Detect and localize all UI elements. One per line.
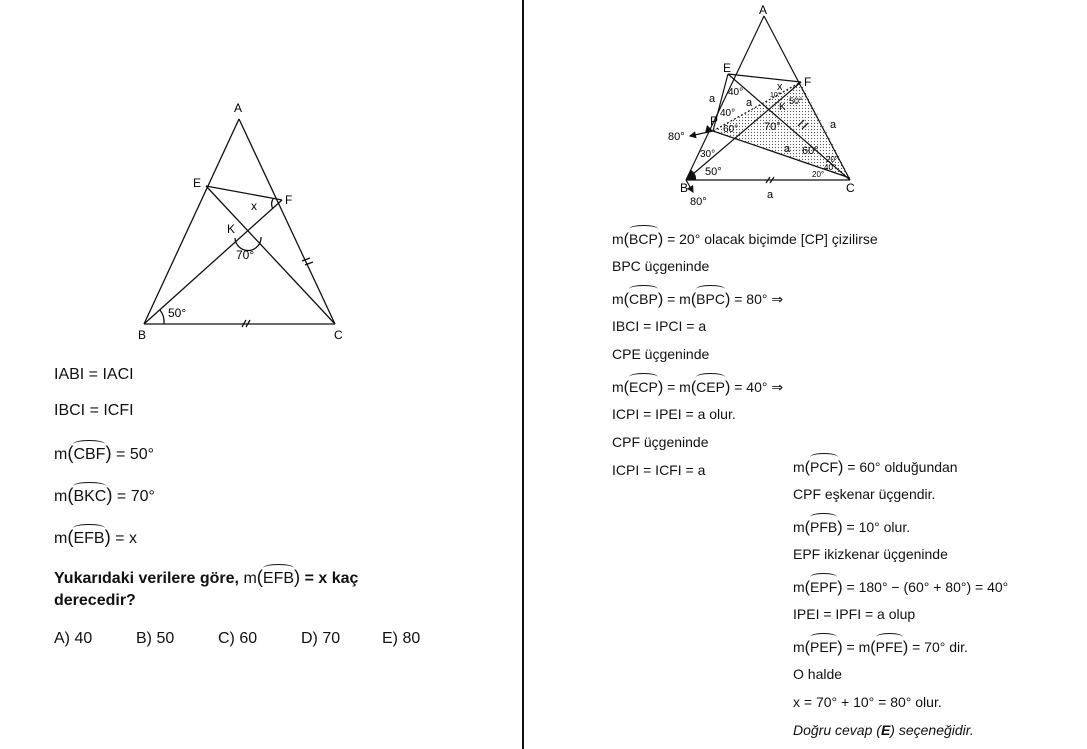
r-angle-20-c2: 20° (812, 170, 825, 179)
measure-prefix: m (793, 579, 805, 595)
given-line-3: m(CBF) = 50° (54, 442, 155, 463)
angle-symbol: ECP (629, 376, 658, 395)
angle-symbol: PEF (810, 636, 837, 655)
r-angle-70-k: 70° (764, 121, 781, 133)
solution-line-15: IPEI = IPFI = a olup (793, 606, 916, 622)
given-line-2: IBCI = ICFI (54, 402, 134, 419)
option-b[interactable]: B) 50 (136, 630, 175, 647)
r-angle-10-f: 10° (770, 92, 781, 99)
solution-line-1: m(BCP) = 20° olacak biçimde [CP] çizilirse (612, 230, 878, 248)
angle-x-label: x (251, 199, 257, 213)
angle-symbol: CBF (73, 443, 105, 464)
measure-prefix: m (793, 519, 805, 535)
measure-prefix: m (793, 639, 805, 655)
given-line-5: m(EFB) = x (54, 526, 137, 547)
angle-symbol: EFB (73, 527, 104, 548)
r-side-a-4: a (784, 143, 791, 155)
option-e[interactable]: E) 80 (382, 630, 421, 647)
solution-line-18: x = 70° + 10° = 80° olur. (793, 694, 942, 710)
r-arrow-80-p: 80° (668, 131, 685, 143)
question-line-2: derecedir? (54, 592, 136, 609)
r-angle-30-b: 30° (700, 149, 716, 160)
angle-symbol-2: CEP (696, 376, 725, 395)
r-side-a-3: a (830, 119, 837, 131)
solution-line-5: CPE üçgeninde (612, 346, 710, 362)
given-line-4: m(BKC) = 70° (54, 484, 155, 505)
solution-text-2: = 40° ⇒ (730, 379, 784, 395)
right-solution-figure (660, 2, 860, 207)
solution-text: = 60° olduğundan (843, 459, 958, 475)
measure-prefix: m (612, 291, 624, 307)
r-vertex-p: P (710, 114, 719, 128)
answer-text: Doğru cevap ( (793, 722, 881, 738)
r-angle-60-p: 60° (723, 124, 739, 135)
vertex-a-label: A (234, 101, 243, 115)
r-side-a-5: a (767, 189, 774, 201)
given-value: = 50° (111, 446, 155, 463)
given-value: = 70° (112, 488, 155, 505)
solution-text: = m (663, 291, 691, 307)
r-vertex-c: C (846, 181, 855, 195)
angle-50-label: 50° (168, 306, 187, 320)
option-d[interactable]: D) 70 (301, 630, 341, 647)
r-angle-20-c1: 20° (826, 155, 839, 164)
measure-prefix: m (54, 488, 68, 505)
solution-line-14: m(EPF) = 180° − (60° + 80°) = 40° (793, 578, 1009, 596)
angle-symbol: CBP (629, 288, 658, 307)
solution-text-2: = 80° ⇒ (730, 291, 784, 307)
solution-line-4: IBCI = IPCI = a (612, 318, 707, 334)
question-angle: EFB (263, 567, 294, 588)
option-a[interactable]: A) 40 (54, 630, 93, 647)
solution-line-6: m(ECP) = m(CEP) = 40° ⇒ (612, 378, 784, 396)
r-vertex-k: K (779, 102, 786, 113)
question-measure: m (243, 570, 257, 587)
angle-symbol: BCP (629, 228, 658, 247)
measure-prefix: m (612, 379, 624, 395)
r-angle-40-c: 40° (824, 163, 837, 172)
r-vertex-f: F (804, 75, 812, 89)
solution-text: = 10° olur. (842, 519, 911, 535)
angle-symbol-2: BPC (696, 288, 725, 307)
solution-line-9: ICPI = ICFI = a (612, 462, 706, 478)
vertex-k-label: K (227, 222, 236, 236)
r-side-a-1: a (709, 93, 716, 105)
solution-line-3: m(CBP) = m(BPC) = 80° ⇒ (612, 290, 784, 308)
vertex-b-label: B (138, 328, 147, 342)
left-triangle-figure (130, 95, 360, 350)
r-vertex-b: B (680, 181, 689, 195)
solution-line-11: CPF eşkenar üçgendir. (793, 486, 936, 502)
measure-prefix: m (612, 231, 624, 247)
r-angle-40-e1: 40° (728, 87, 744, 98)
measure-prefix: m (793, 459, 805, 475)
angle-symbol-2: PFE (876, 636, 903, 655)
r-angle-50-f: 50° (789, 96, 803, 106)
measure-prefix: m (54, 530, 68, 547)
solution-line-13: EPF ikizkenar üçgeninde (793, 546, 948, 562)
solution-line-12: m(PFB) = 10° olur. (793, 518, 911, 536)
solution-line-10: m(PCF) = 60° olduğundan (793, 458, 958, 476)
r-angle-40-e2: 40° (720, 108, 736, 119)
r-angle-x: x (777, 81, 783, 93)
angle-symbol: PFB (810, 516, 837, 535)
question-text: Yukarıdaki verilere göre, (54, 570, 239, 587)
answer-letter: E (880, 722, 891, 738)
vertex-c-label: C (334, 328, 343, 342)
question-text-2: = x kaç (300, 570, 359, 587)
question-line-1: Yukarıdaki verilere göre, m(EFB) = x kaç (54, 566, 359, 587)
angle-70-label: 70° (236, 248, 255, 262)
r-angle-50-b: 50° (705, 166, 722, 178)
solution-line-2: BPC üçgeninde (612, 258, 710, 274)
answer-line (793, 722, 974, 738)
angle-symbol: EPF (810, 576, 837, 595)
solution-text: = 20° olacak biçimde [CP] çizilirse (663, 231, 878, 247)
given-line-1: IABI = IACI (54, 366, 134, 383)
solution-line-7: ICPI = IPEI = a olur. (612, 406, 736, 422)
r-arrow-80-b: 80° (690, 196, 707, 207)
angle-symbol: PCF (810, 456, 838, 475)
solution-text: = 180° − (60° + 80°) = 40° (842, 579, 1009, 595)
r-side-a-2: a (746, 97, 753, 109)
page-divider (522, 0, 524, 749)
vertex-e-label: E (193, 176, 202, 190)
measure-prefix: m (54, 446, 68, 463)
solution-text-2: = 70° dir. (908, 639, 968, 655)
solution-text: = m (663, 379, 691, 395)
solution-line-16: m(PEF) = m(PFE) = 70° dir. (793, 638, 968, 656)
answer-text-2: ) seçeneğidir. (890, 722, 974, 738)
solution-line-17: O halde (793, 666, 843, 682)
r-vertex-a: A (759, 3, 768, 17)
r-angle-60-c: 60° (802, 145, 819, 157)
angle-symbol: BKC (73, 485, 106, 506)
solution-text: = m (842, 639, 871, 655)
r-vertex-e: E (723, 61, 732, 75)
given-value: = x (110, 530, 137, 547)
solution-line-8: CPF üçgeninde (612, 434, 709, 450)
vertex-f-label: F (285, 193, 293, 207)
option-c[interactable]: C) 60 (218, 630, 258, 647)
